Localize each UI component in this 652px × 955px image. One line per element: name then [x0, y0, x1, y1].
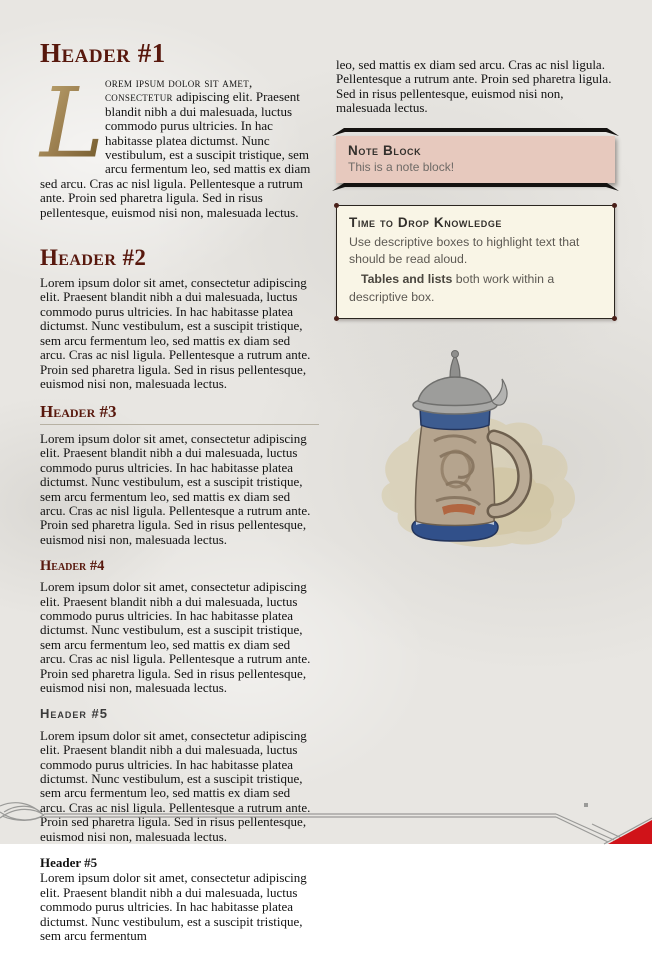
descriptive-box-line2-bold: Tables and lists [361, 272, 453, 287]
stein-finial [450, 355, 460, 377]
stein-image [350, 345, 590, 555]
paragraph: Lorem ipsum dolor sit amet, consectetur adipiscing elit. Praesent blandit nibh a dui malesuada, luctus commodo purus ultricies. In hac habitasse platea dictumst. Nunc vestibulum, est a suscipit tristique, sem arcu fermentum leo, sed mattis ex diam sed arcu. Cras ac nisl ligula. Pellentesque a rutrum ante. Proin sed pharetra ligula. Sed in risus pellentesque, euismod nisi non, malesuada lectus. [40, 431, 311, 547]
paragraph-continuation: leo, sed mattis ex diam sed arcu. Cras ac nisl ligula. Pellentesque a rutrum ante. Proin sed pharetra ligula. Sed in risus pellentesque, euismod nisi non, malesuada lectus. [336, 57, 612, 116]
descriptive-box-line2 [349, 271, 602, 307]
paragraph-truncated: Lorem ipsum dolor sit amet, consectetur adipiscing elit. Praesent blandit nibh a dui malesuada, luctus commodo purus ultricies. In hac habitasse platea dictumst. Nunc vestibulum, est a suscipit tristique, sem arcu fermentum [40, 870, 307, 943]
lead-paragraph [40, 66, 319, 232]
descriptive-box-line1: Use descriptive boxes to highlight text that should be read aloud. [349, 234, 580, 267]
corner-dot-icon [612, 316, 617, 321]
svg-text:L: L [40, 66, 105, 180]
header-5: Header #5 [40, 706, 108, 722]
lead-small-caps: orem ipsum dolor sit amet, consectetur [105, 75, 253, 105]
note-block-bottom-border [332, 183, 619, 191]
header-2: Header #2 [40, 245, 147, 271]
footer-square-dot [584, 803, 588, 807]
note-block-top-border [332, 128, 619, 136]
paragraph: Lorem ipsum dolor sit amet, consectetur adipiscing elit. Praesent blandit nibh a dui malesuada, luctus commodo purus ultricies. In hac habitasse platea dictumst. Nunc vestibulum, est a suscipit tristique, sem arcu fermentum leo, sed mattis ex diam sed arcu. Cras ac nisl ligula. Pellentesque a rutrum ante. Proin sed pharetra ligula. Sed in risus pellentesque, euismod nisi non, malesuada lectus. [40, 727, 311, 844]
descriptive-box-title: Time to Drop Knowledge [349, 214, 503, 230]
note-block-title: Note Block [348, 142, 422, 158]
footer-leaf-flourish [0, 803, 42, 814]
note-block-text: This is a note block! [348, 159, 455, 174]
note-block [336, 128, 615, 191]
header-1: Header #1 [40, 38, 166, 68]
drop-cap-letter [40, 66, 105, 180]
corner-dot-icon [334, 316, 339, 321]
descriptive-box [336, 205, 615, 319]
corner-dot-icon [612, 203, 617, 208]
header-5-bold: Header #5 [40, 854, 98, 870]
header-4: Header #4 [40, 558, 105, 575]
header-3: Header #3 [40, 403, 319, 425]
stein-thumb-lever [492, 379, 507, 405]
note-block-body [336, 136, 615, 183]
lead-rest: adipiscing elit. Praesent blandit nibh a dui malesuada, luctus commodo purus ultricies. In hac habitasse platea dictumst. Nunc vestibulum, est a suscipit tristique, sem arcu fermentum leo, sed mattis ex diam sed arcu. Cras ac nisl ligula. Pellentesque a rutrum ante. Proin sed pharetra ligula. Sed in risus pellentesque, euismod nisi non, malesuada lectus. [40, 89, 311, 220]
corner-dot-icon [334, 203, 339, 208]
footer-red-triangle [608, 820, 652, 844]
footer-ornament [0, 792, 652, 844]
paragraph: Lorem ipsum dolor sit amet, consectetur adipiscing elit. Praesent blandit nibh a dui malesuada, luctus commodo purus ultricies. In hac habitasse platea dictumst. Nunc vestibulum, est a suscipit tristique, sem arcu fermentum leo, sed mattis ex diam sed arcu. Cras ac nisl ligula. Pellentesque a rutrum ante. Proin sed pharetra ligula. Sed in risus pellentesque, euismod nisi non, malesuada lectus. [40, 579, 311, 696]
paragraph: Lorem ipsum dolor sit amet, consectetur adipiscing elit. Praesent blandit nibh a dui malesuada, luctus commodo purus ultricies. In hac habitasse platea dictumst. Nunc vestibulum, est a suscipit tristique, sem arcu fermentum leo, sed mattis ex diam sed arcu. Cras ac nisl ligula. Pellentesque a rutrum ante. Proin sed pharetra ligula. Sed in risus pellentesque, euismod nisi non, malesuada lectus. [40, 275, 311, 391]
right-column [336, 58, 615, 555]
descriptive-box-line2-rest: both work within a descriptive box. [349, 272, 555, 305]
stein-lid-dome [418, 377, 492, 406]
